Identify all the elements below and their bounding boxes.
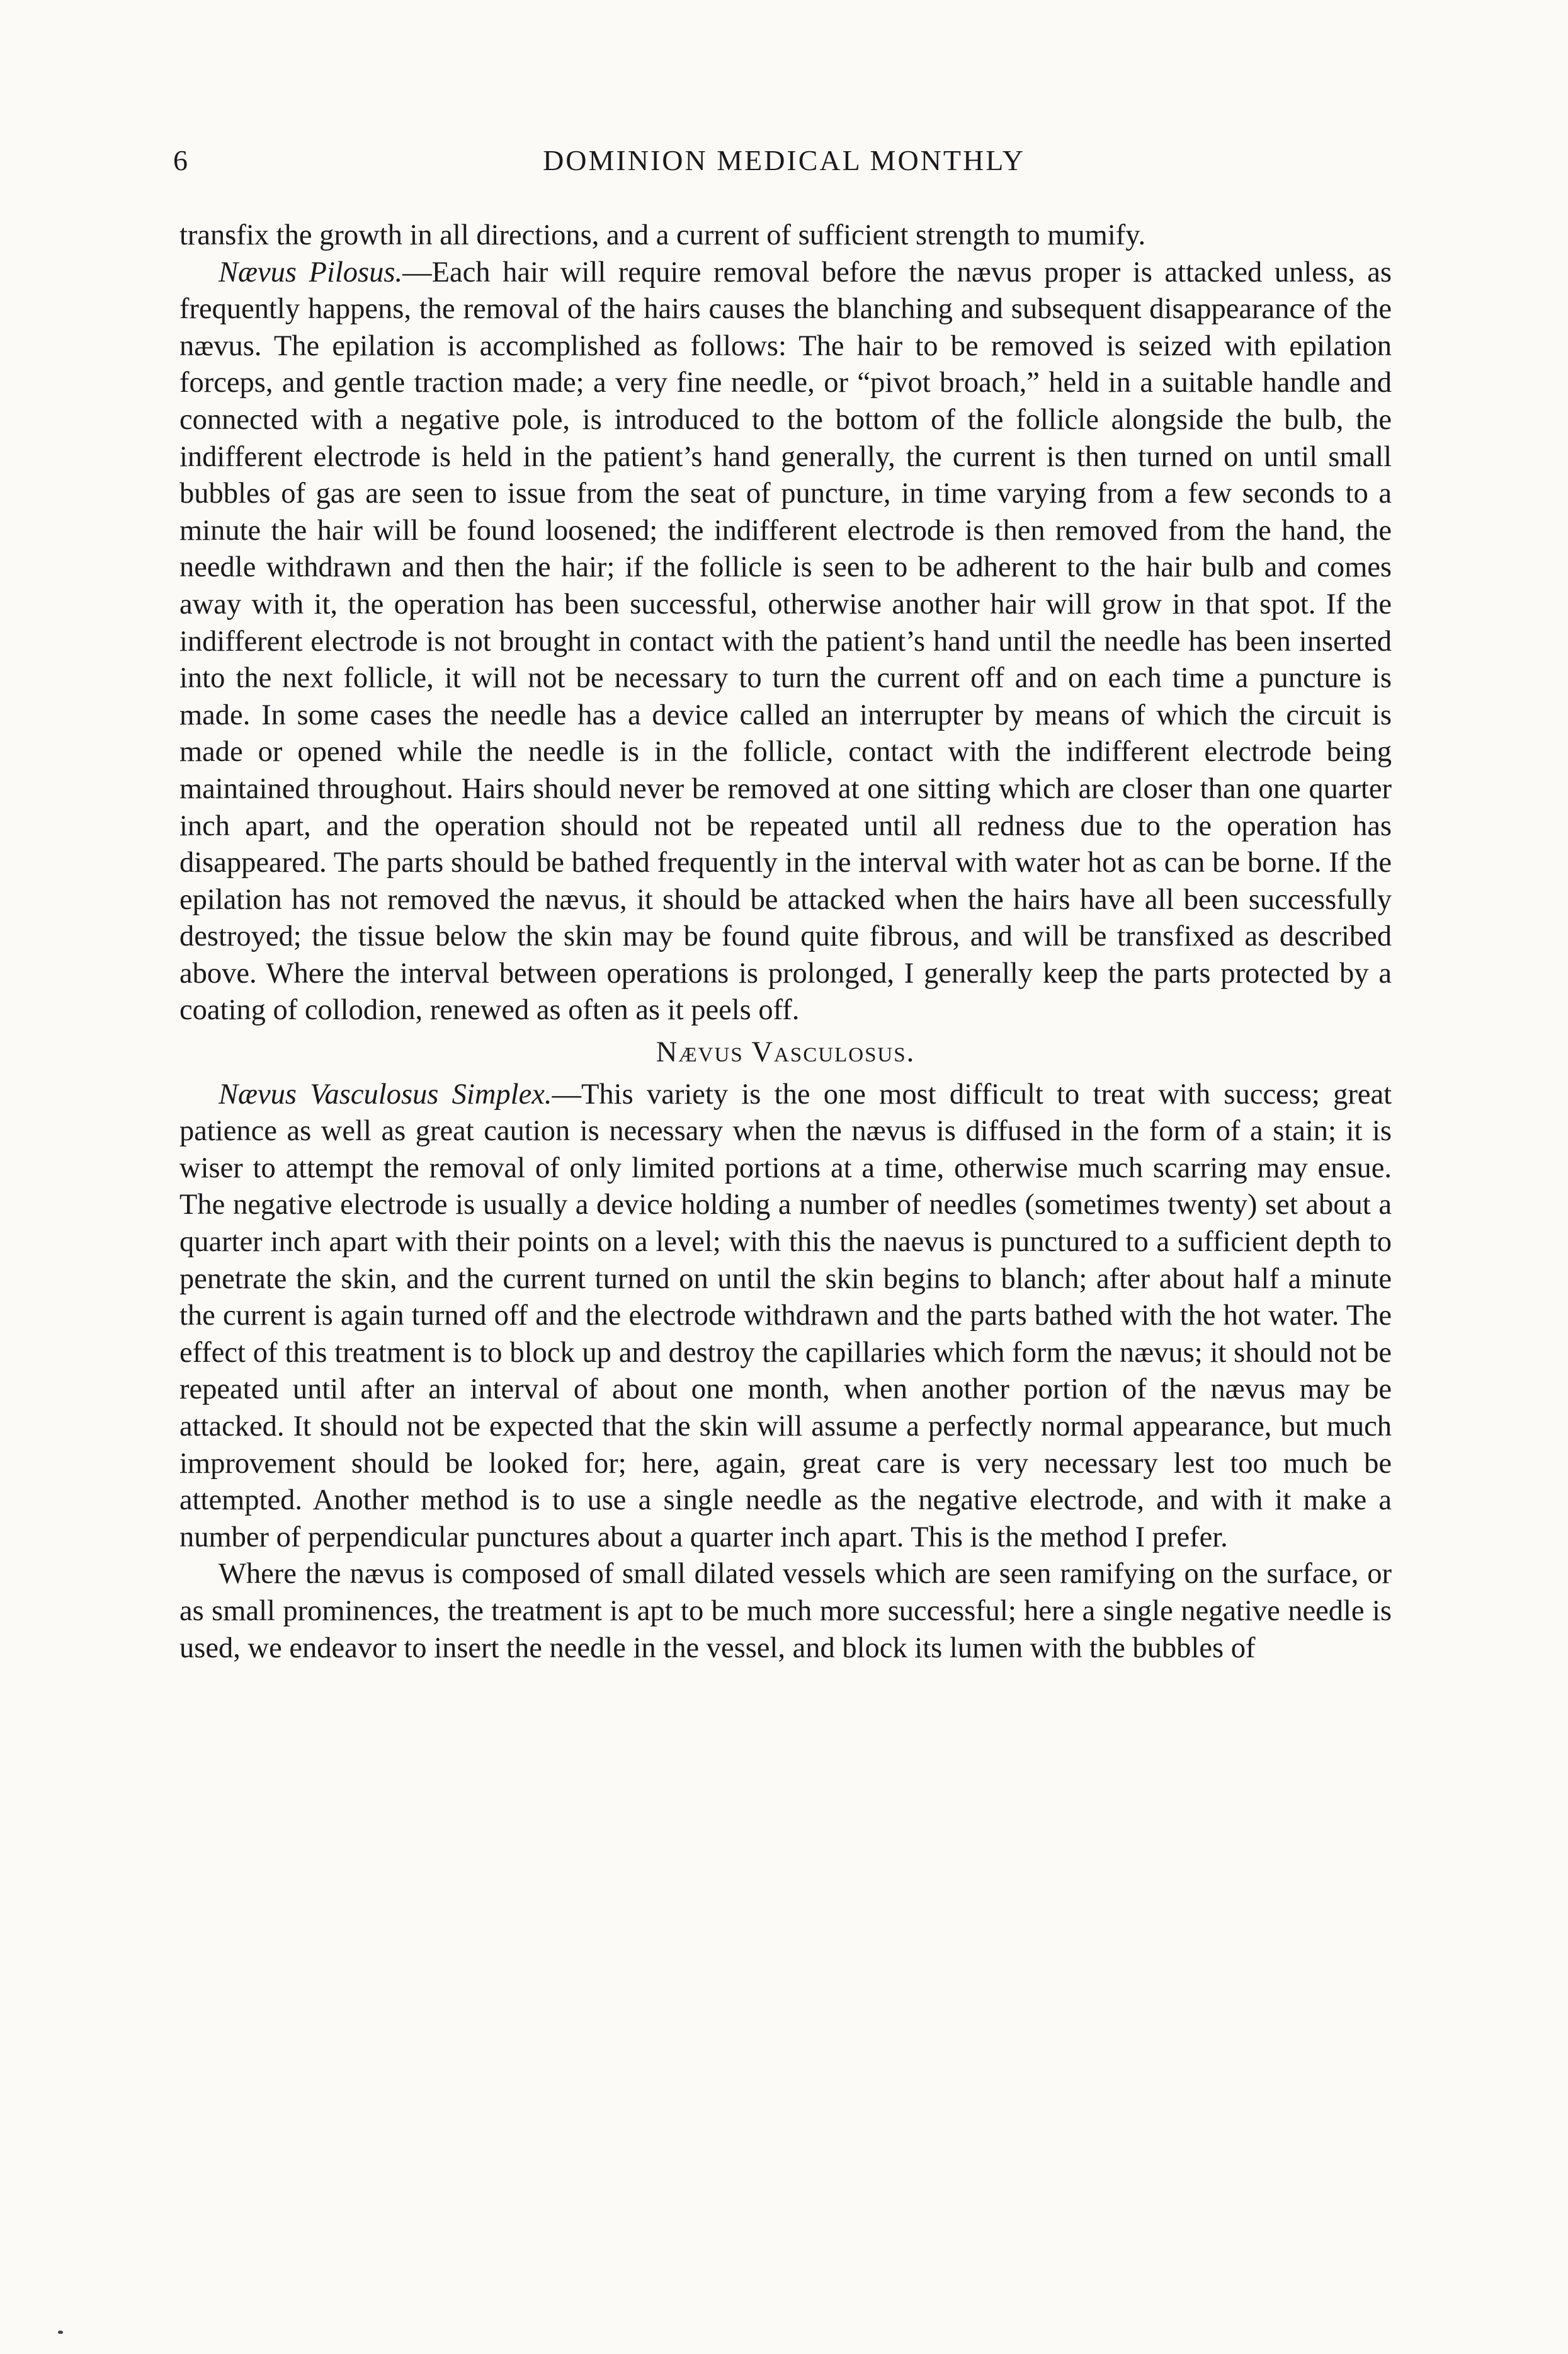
paragraph-text: Where the nævus is composed of small dilated vessels which are seen ramifying on the surface, or as small prominences, the treatment is apt to be much more successful; here a single negative needle is used, we endeavor to insert the needle in the vessel, and block its lumen with the bubbles of [179,1558,1392,1664]
article-body [179,217,1392,1667]
run-in-heading: Nævus Pilosus. [219,256,403,289]
page-number: 6 [173,144,188,176]
paragraph-naevus-pilosus [179,254,1392,1029]
print-speck [58,2331,63,2334]
run-in-heading: Nævus Vasculosus Simplex. [219,1078,552,1111]
section-heading: Nævus Vasculosus. [656,1036,916,1069]
paragraph-dilated-vessels [179,1556,1392,1667]
paragraph-naevus-vasculosus-simplex [179,1077,1392,1557]
paragraph-text: —This variety is the one most difficult to treat with success; great patience as well as great caution is necessary when the nævus is diffused in the form of a stain; it is wiser to attempt the removal of only limited portions at a time, otherwise much scarring may ensue. The negative electrode is usually a device holding a number of needles (sometimes twenty) set about a quarter inch apart with their points on a level; with this the naevus is punctured to a sufficient depth to penetrate the skin, and the current turned on until the skin begins to blanch; after about half a minute the current is again turned off and the electrode withdrawn and the parts bathed with the hot water. The effect of this treatment is to block up and destroy the capillaries which form the nævus; it should not be repeated until after an interval of about one month, when another portion of the nævus may be attacked. It should not be expected that the skin will assume a perfectly normal appearance, but much improvement should be looked for; here, again, great care is very necessary lest too much be attempted. Another method is to use a single needle as the negative electrode, and with it make a number of perpendicular punctures about a quarter inch apart. This is the method I prefer. [179,1078,1392,1553]
paragraph-text: —Each hair will require removal before the nævus proper is attacked unless, as frequently happens, the removal of the hairs causes the blanching and subsequent disappearance of the nævus. The epilation is accomplished as follows: The hair to be removed is seized with epilation forceps, and gentle traction made; a very fine needle, or “pivot broach,” held in a suitable handle and connected with a negative pole, is introduced to the bottom of the follicle alongside the bulb, the indifferent electrode is held in the patient’s hand generally, the current is then turned on until small bubbles of gas are seen to issue from the seat of puncture, in time varying from a few seconds to a minute the hair will be found loosened; the indifferent electrode is then removed from the hand, the needle withdrawn and then the hair; if the follicle is seen to be adherent to the hair bulb and comes away with it, the operation has been successful, otherwise another hair will grow in that spot. If the indifferent electrode is not brought in contact with the patient’s hand until the needle has been inserted into the next follicle, it will not be necessary to turn the current off and on each time a puncture is made. In some cases the needle has a device called an interrupter by means of which the circuit is made or opened while the needle is in the follicle, contact with the indifferent electrode being maintained throughout. Hairs should never be removed at one sitting which are closer than one quarter inch apart, and the operation should not be repeated until all redness due to the operation has disappeared. The parts should be bathed frequently in the interval with water hot as can be borne. If the epilation has not removed the nævus, it should be attacked when the hairs have all been successfully destroyed; the tissue below the skin may be found quite fibrous, and will be transfixed as described above. Where the interval between operations is prolonged, I generally keep the parts protected by a coating of collodion, renewed as often as it peels off. [179,256,1392,1027]
page-header [173,135,1395,186]
running-head: DOMINION MEDICAL MONTHLY [543,144,1025,176]
paragraph-1 [179,217,1392,254]
paragraph-text: transfix the growth in all directions, and a current of sufficient strength to mumify. [179,219,1146,251]
